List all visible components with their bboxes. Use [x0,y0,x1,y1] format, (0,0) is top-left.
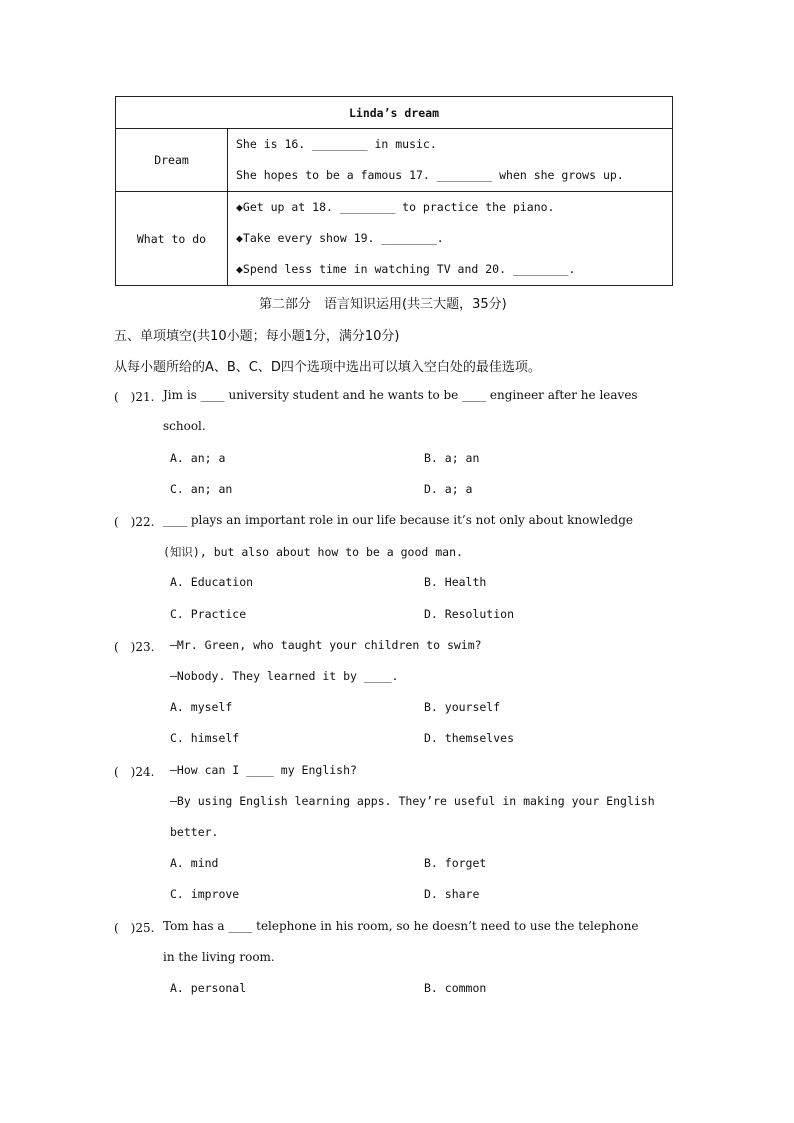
option-b: B. forget [424,856,487,870]
table-row-dream [116,129,673,192]
option-d: D. share [424,887,480,901]
option-a: A. mind [170,856,219,870]
question-23-number: ( )23. [114,640,155,654]
option-c: C. an; an [170,482,233,496]
option-a: A. an; a [170,451,226,465]
question-22-stem: ____ plays an important role in our life because it’s not only about knowledge [163,513,633,527]
question-25-number: ( )25. [114,921,155,935]
part-heading: 五、单项填空(共10小题；每小题1分，满分10分) [114,329,400,344]
option-a: A. Education [170,575,254,589]
table-line: She is 16. ________ in music. [236,137,437,151]
table-line: She hopes to be a famous 17. ________ when she grows up. [236,168,624,182]
option-c: C. himself [170,731,240,745]
question-21-stem: Jim is ____ university student and he wants to be ____ engineer after he leaves [163,388,638,402]
table-line: ◆Get up at 18. ________ to practice the piano. [236,200,555,214]
question-21-number: ( )21. [114,390,155,404]
question-23-stem: —Mr. Green, who taught your children to swim? [170,638,482,652]
question-24-stem: —By using English learning apps. They’re useful in making your English [170,794,655,808]
question-24-stem: better. [170,825,219,839]
question-21-stem: school. [163,419,206,433]
table-line: ◆Spend less time in watching TV and 20. ________. [236,262,576,276]
table-title: Linda’s dream [116,97,673,129]
question-22-number: ( )22. [114,515,155,529]
row-label-dream: Dream [116,129,228,192]
row-label-what-to-do: What to do [116,192,228,286]
option-c: C. Practice [170,607,247,621]
option-c: C. improve [170,887,240,901]
section-title: 第二部分 语言知识运用(共三大题，35分) [259,297,507,312]
question-25-stem: in the living room. [163,950,275,964]
question-25-stem: Tom has a ____ telephone in his room, so he doesn’t need to use the telephone [163,919,639,933]
row-content-what-to-do [228,192,673,286]
option-a: A. myself [170,700,233,714]
option-a: A. personal [170,981,247,995]
option-d: D. themselves [424,731,515,745]
table-line: ◆Take every show 19. ________. [236,231,444,245]
option-b: B. a; an [424,451,480,465]
option-b: B. Health [424,575,487,589]
option-d: D. Resolution [424,607,515,621]
question-24-stem: —How can I ____ my English? [170,763,357,777]
question-24-number: ( )24. [114,765,155,779]
option-b: B. yourself [424,700,501,714]
table-row-what-to-do [116,192,673,286]
lindas-dream-table [115,96,673,286]
question-23-stem: —Nobody. They learned it by ____. [170,669,399,683]
instruction-text: 从每小题所给的A、B、C、D四个选项中选出可以填入空白处的最佳选项。 [114,360,541,375]
table-header-row [116,97,673,129]
question-22-stem: (知识), but also about how to be a good man. [163,545,463,559]
row-content-dream [228,129,673,192]
option-b: B. common [424,981,487,995]
option-d: D. a; a [424,482,473,496]
